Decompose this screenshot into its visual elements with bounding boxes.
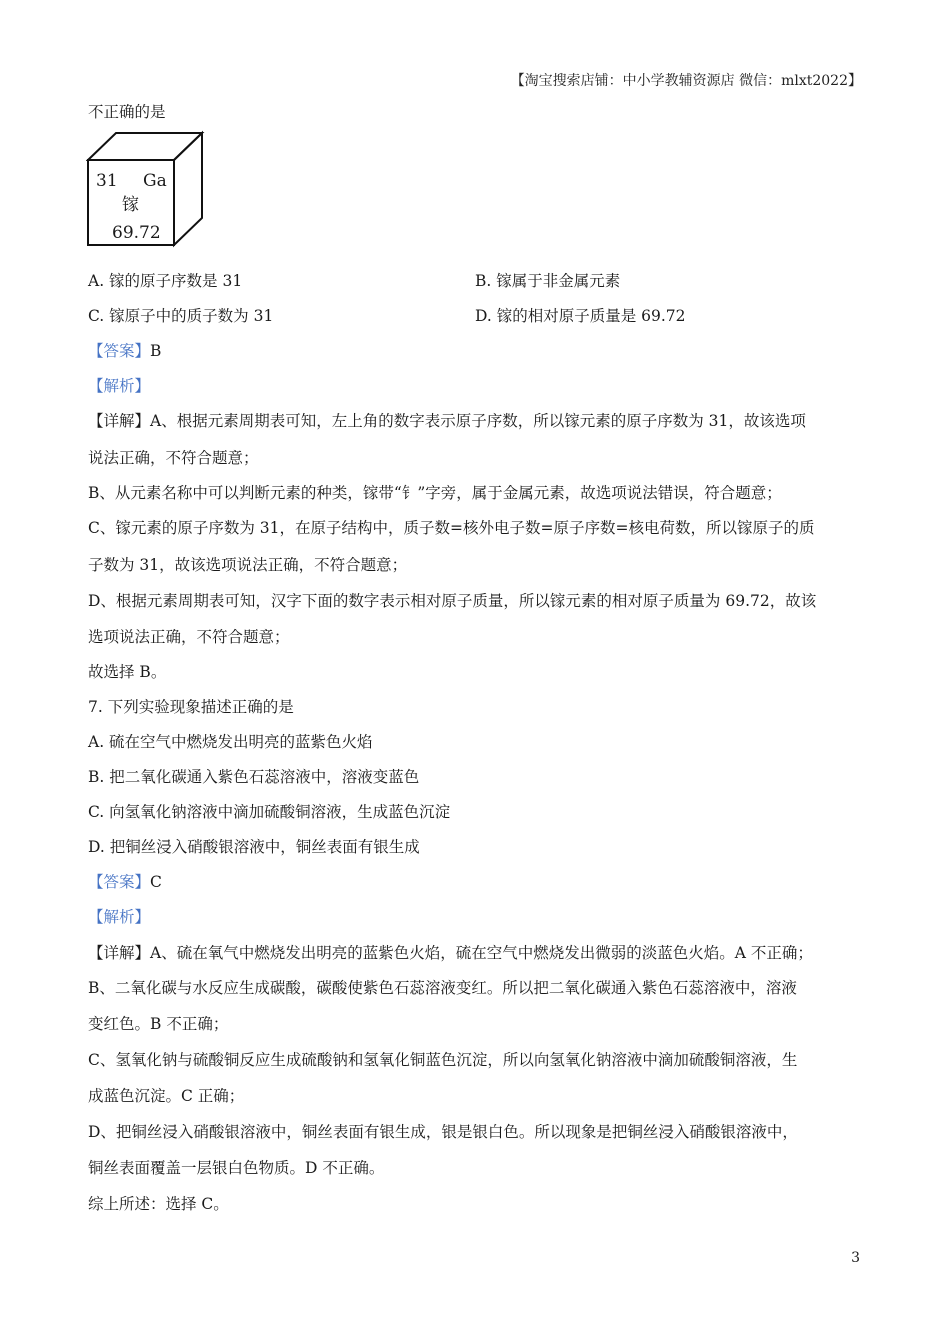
q7-detail-line-4: C、氢氧化钠与硫酸铜反应生成硫酸钠和氢氧化铜蓝色沉淀，所以向氢氧化钠溶液中滴加硫酸铜溶液，生 — [88, 1051, 798, 1069]
q7-detail-line-2: B、二氧化碳与水反应生成碳酸，碳酸使紫色石蕊溶液变红。所以把二氧化碳通入紫色石蕊溶液中，溶液 — [88, 979, 797, 997]
q7-stem: 7. 下列实验现象描述正确的是 — [88, 698, 294, 716]
q7-detail-line-5: 成蓝色沉淀。C 正确； — [88, 1087, 245, 1105]
element-symbol: Ga — [143, 171, 167, 191]
q7-detail-line-8: 综上所述：选择 C。 — [88, 1195, 229, 1213]
q6-detail-line-8: 故选择 B。 — [88, 663, 167, 681]
q7-answer — [88, 872, 162, 892]
answer-tag: 【答案】 — [88, 873, 151, 891]
q6-detail-line-4: C、镓元素的原子序数为 31，在原子结构中，质子数=核外电子数=原子序数=核电荷数，所以镓原子的质 — [88, 519, 815, 537]
element-cube-figure — [86, 130, 206, 248]
detail-tag: 【详解】 — [88, 412, 151, 430]
q6-detail-line-6: D、根据元素周期表可知，汉字下面的数字表示相对原子质量，所以镓元素的相对原子质量为 69.72，故该 — [88, 592, 817, 610]
page-number: 3 — [851, 1250, 860, 1266]
detail-tag: 【详解】 — [88, 944, 151, 962]
q7-detail-line-6: D、把铜丝浸入硝酸银溶液中，铜丝表面有银生成，银是银白色。所以现象是把铜丝浸入硝酸银溶液中， — [88, 1123, 798, 1141]
detail-text: A、硫在氧气中燃烧发出明亮的蓝紫色火焰，硫在空气中燃烧发出微弱的淡蓝色火焰。A 不正确； — [150, 944, 813, 962]
q6-option-a: A. 镓的原子序数是 31 — [88, 272, 243, 290]
question-intro: 不正确的是 — [88, 103, 166, 121]
q7-option-b: B. 把二氧化碳通入紫色石蕊溶液中，溶液变蓝色 — [88, 768, 420, 786]
q6-answer — [88, 341, 161, 361]
answer-tag: 【答案】 — [88, 342, 151, 360]
q6-detail-line-1 — [88, 411, 806, 431]
q6-detail-line-5: 子数为 31，故该选项说法正确，不符合题意； — [88, 556, 408, 574]
q6-detail-line-7: 选项说法正确，不符合题意； — [88, 628, 290, 646]
q7-option-c: C. 向氢氧化钠溶液中滴加硫酸铜溶液，生成蓝色沉淀 — [88, 803, 451, 821]
page-header: 【淘宝搜索店铺：中小学教辅资源店 微信：mlxt2022】 — [510, 73, 862, 89]
q6-option-b: B. 镓属于非金属元素 — [475, 272, 621, 290]
element-name: 镓 — [122, 195, 139, 215]
answer-value: C — [150, 873, 162, 891]
q7-detail-line-1 — [88, 943, 813, 963]
element-card — [86, 130, 206, 252]
q7-detail-line-3: 变红色。B 不正确； — [88, 1015, 229, 1033]
detail-text: A、根据元素周期表可知，左上角的数字表示原子序数，所以镓元素的原子序数为 31，故该选项 — [150, 412, 806, 430]
q6-detail-line-3: B、从元素名称中可以判断元素的种类，镓带“钅”字旁，属于金属元素，故选项说法错误，符合题意； — [88, 484, 782, 502]
q7-detail-line-7: 铜丝表面覆盖一层银白色物质。D 不正确。 — [88, 1159, 385, 1177]
q7-option-a: A. 硫在空气中燃烧发出明亮的蓝紫色火焰 — [88, 733, 373, 751]
q7-option-d: D. 把铜丝浸入硝酸银溶液中，铜丝表面有银生成 — [88, 838, 420, 856]
q6-analysis-tag: 【解析】 — [88, 377, 151, 395]
answer-value: B — [150, 342, 162, 360]
atomic-number: 31 — [96, 171, 118, 191]
q6-option-c: C. 镓原子中的质子数为 31 — [88, 307, 274, 325]
q7-analysis-tag: 【解析】 — [88, 908, 151, 926]
q6-option-d: D. 镓的相对原子质量是 69.72 — [475, 307, 686, 325]
atomic-mass: 69.72 — [112, 223, 161, 243]
q6-detail-line-2: 说法正确，不符合题意； — [88, 449, 259, 467]
